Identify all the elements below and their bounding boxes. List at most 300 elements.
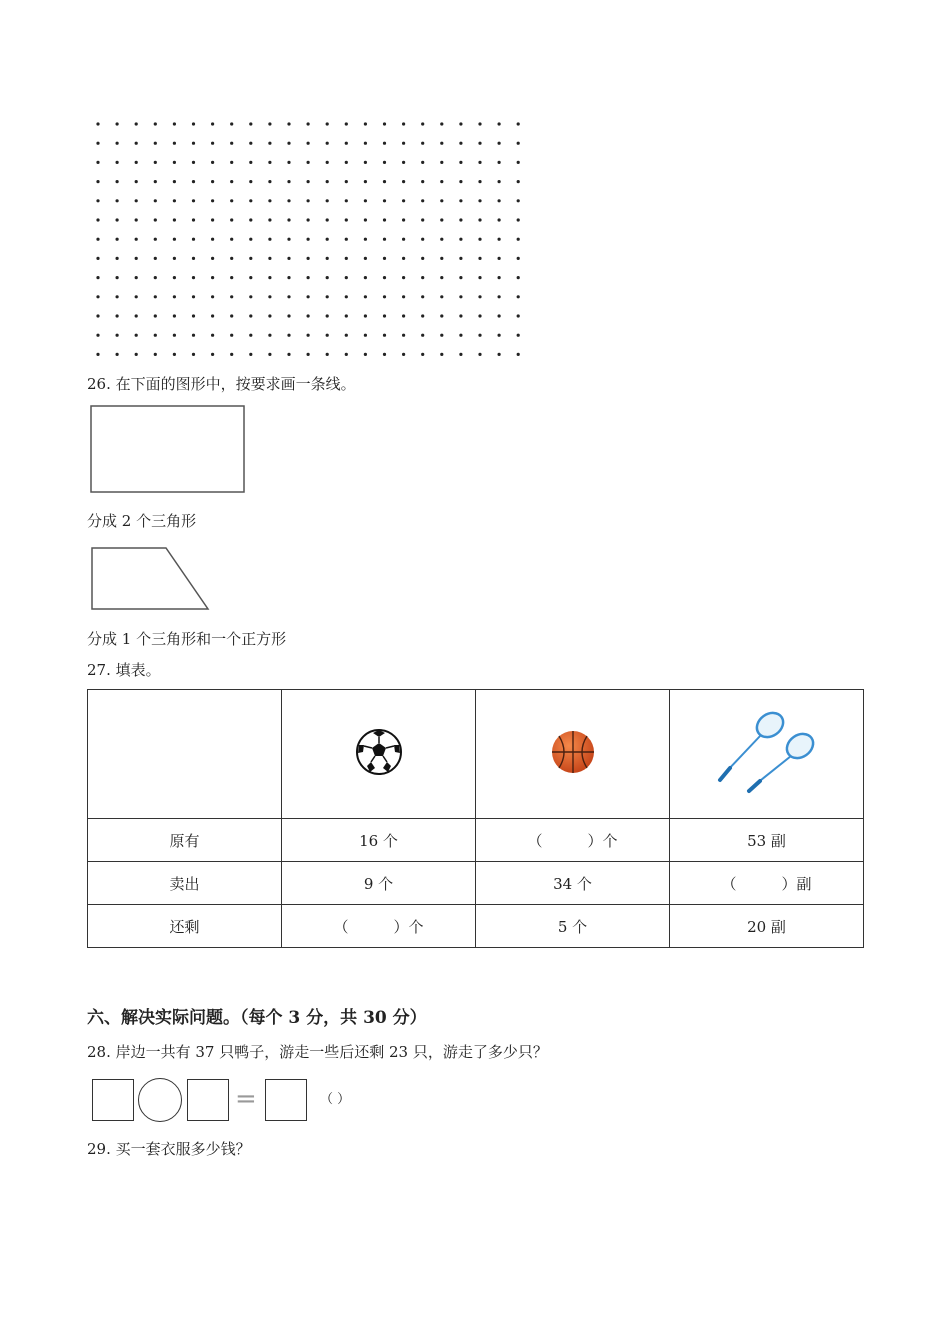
grid-dot bbox=[307, 161, 310, 164]
grid-dot bbox=[154, 161, 157, 164]
grid-dot bbox=[421, 238, 424, 241]
grid-dot bbox=[517, 353, 520, 356]
grid-dot bbox=[287, 161, 290, 164]
grid-dot bbox=[287, 142, 290, 145]
grid-dot bbox=[268, 238, 271, 241]
grid-dot bbox=[249, 276, 252, 279]
grid-dot bbox=[326, 122, 329, 125]
question-29-title: 29. 买一套衣服多少钱？ bbox=[87, 1140, 251, 1158]
grid-dot bbox=[517, 199, 520, 202]
grid-dot bbox=[211, 122, 214, 125]
grid-dot bbox=[154, 122, 157, 125]
grid-dot bbox=[402, 218, 405, 221]
grid-dot bbox=[307, 142, 310, 145]
grid-dot bbox=[307, 276, 310, 279]
grid-dot bbox=[326, 314, 329, 317]
grid-dot bbox=[421, 257, 424, 260]
grid-dot bbox=[364, 180, 367, 183]
grid-dot bbox=[192, 334, 195, 337]
grid-dot bbox=[440, 295, 443, 298]
grid-dot bbox=[307, 314, 310, 317]
grid-dot bbox=[440, 334, 443, 337]
grid-dot bbox=[211, 161, 214, 164]
grid-dot bbox=[440, 257, 443, 260]
grid-dot bbox=[96, 142, 99, 145]
grid-dot bbox=[211, 180, 214, 183]
grid-dot bbox=[211, 199, 214, 202]
grid-dot bbox=[173, 199, 176, 202]
grid-dot bbox=[478, 295, 481, 298]
grid-dot bbox=[135, 276, 138, 279]
grid-dot bbox=[440, 161, 443, 164]
row-label: 还剩 bbox=[88, 905, 282, 948]
grid-dot bbox=[211, 295, 214, 298]
grid-dot bbox=[116, 353, 119, 356]
grid-dot bbox=[440, 314, 443, 317]
grid-dot bbox=[440, 199, 443, 202]
grid-dot bbox=[345, 238, 348, 241]
table-header-row bbox=[88, 690, 864, 819]
grid-dot bbox=[326, 142, 329, 145]
grid-dot bbox=[96, 180, 99, 183]
grid-dot bbox=[517, 142, 520, 145]
grid-dot bbox=[173, 218, 176, 221]
grid-dot bbox=[459, 334, 462, 337]
answer-blank[interactable]: （ ）副 bbox=[670, 862, 864, 905]
grid-dot bbox=[478, 161, 481, 164]
grid-dot bbox=[268, 142, 271, 145]
basketball-cell bbox=[476, 690, 670, 819]
grid-dot bbox=[307, 295, 310, 298]
grid-dot bbox=[402, 353, 405, 356]
grid-dot bbox=[268, 180, 271, 183]
grid-dot bbox=[459, 161, 462, 164]
grid-dot bbox=[421, 353, 424, 356]
table-cell: 16 个 bbox=[282, 819, 476, 862]
grid-dot bbox=[154, 295, 157, 298]
grid-dot bbox=[345, 218, 348, 221]
grid-dot bbox=[383, 257, 386, 260]
grid-dot bbox=[326, 238, 329, 241]
grid-dot bbox=[307, 238, 310, 241]
grid-dot bbox=[135, 295, 138, 298]
grid-dot bbox=[383, 122, 386, 125]
grid-dot bbox=[154, 353, 157, 356]
grid-dot bbox=[96, 295, 99, 298]
grid-dot bbox=[402, 142, 405, 145]
grid-dot bbox=[135, 199, 138, 202]
grid-dot bbox=[116, 295, 119, 298]
grid-dot bbox=[364, 142, 367, 145]
grid-dot bbox=[383, 295, 386, 298]
grid-dot bbox=[230, 334, 233, 337]
grid-dot bbox=[402, 238, 405, 241]
equals-sign: = bbox=[235, 1084, 257, 1114]
grid-dot bbox=[478, 257, 481, 260]
grid-dot bbox=[517, 161, 520, 164]
grid-dot bbox=[517, 276, 520, 279]
caption-triangle-and-square: 分成 1 个三角形和一个正方形 bbox=[87, 630, 287, 648]
grid-dot bbox=[135, 180, 138, 183]
grid-dot bbox=[287, 257, 290, 260]
grid-dot bbox=[268, 334, 271, 337]
table-row bbox=[88, 905, 864, 948]
grid-dot bbox=[249, 257, 252, 260]
grid-dot bbox=[478, 142, 481, 145]
grid-dot bbox=[249, 314, 252, 317]
grid-dot bbox=[478, 314, 481, 317]
grid-dot bbox=[211, 353, 214, 356]
equation-box-2[interactable] bbox=[187, 1079, 229, 1121]
grid-dot bbox=[249, 218, 252, 221]
grid-dot bbox=[192, 199, 195, 202]
grid-dot bbox=[364, 276, 367, 279]
grid-dot bbox=[230, 238, 233, 241]
grid-dot bbox=[230, 161, 233, 164]
grid-dot bbox=[307, 180, 310, 183]
grid-dot bbox=[459, 257, 462, 260]
grid-dot bbox=[517, 238, 520, 241]
grid-dot bbox=[459, 314, 462, 317]
grid-dot bbox=[345, 161, 348, 164]
grid-dot bbox=[154, 334, 157, 337]
grid-dot bbox=[498, 238, 501, 241]
grid-dot bbox=[498, 314, 501, 317]
grid-dot bbox=[154, 238, 157, 241]
grid-dot bbox=[307, 334, 310, 337]
grid-dot bbox=[517, 122, 520, 125]
grid-dot bbox=[116, 180, 119, 183]
grid-dot bbox=[230, 353, 233, 356]
grid-dot bbox=[287, 238, 290, 241]
grid-dot bbox=[230, 276, 233, 279]
grid-dot bbox=[268, 161, 271, 164]
table-cell: 34 个 bbox=[476, 862, 670, 905]
grid-dot bbox=[192, 180, 195, 183]
grid-dot bbox=[364, 314, 367, 317]
grid-dot bbox=[230, 295, 233, 298]
grid-dot bbox=[383, 314, 386, 317]
grid-dot bbox=[268, 257, 271, 260]
grid-dot bbox=[345, 180, 348, 183]
grid-dot bbox=[230, 314, 233, 317]
grid-dot bbox=[192, 257, 195, 260]
grid-dot bbox=[287, 122, 290, 125]
table-row bbox=[88, 819, 864, 862]
equation-box-1[interactable] bbox=[92, 1079, 134, 1121]
grid-dot bbox=[402, 161, 405, 164]
grid-dot bbox=[96, 276, 99, 279]
grid-dot bbox=[498, 257, 501, 260]
grid-dot bbox=[307, 122, 310, 125]
grid-dot bbox=[440, 218, 443, 221]
grid-dot bbox=[230, 180, 233, 183]
grid-dot bbox=[154, 257, 157, 260]
grid-dot bbox=[440, 122, 443, 125]
question-28-title: 28. 岸边一共有 37 只鸭子，游走一些后还剩 23 只，游走了多少只？ bbox=[87, 1043, 548, 1061]
grid-dot bbox=[268, 276, 271, 279]
grid-dot bbox=[173, 353, 176, 356]
grid-dot bbox=[135, 142, 138, 145]
grid-dot bbox=[154, 314, 157, 317]
grid-dot bbox=[364, 334, 367, 337]
grid-dot bbox=[268, 218, 271, 221]
grid-dot bbox=[135, 257, 138, 260]
grid-dot bbox=[459, 199, 462, 202]
grid-dot bbox=[173, 276, 176, 279]
grid-dot bbox=[96, 161, 99, 164]
grid-dot bbox=[517, 257, 520, 260]
question-26-title: 26. 在下面的图形中，按要求画一条线。 bbox=[87, 375, 356, 393]
grid-dot bbox=[249, 295, 252, 298]
grid-dot bbox=[364, 218, 367, 221]
grid-dot bbox=[230, 257, 233, 260]
caption-two-triangles: 分成 2 个三角形 bbox=[87, 512, 197, 530]
grid-dot bbox=[135, 218, 138, 221]
grid-dot bbox=[230, 142, 233, 145]
grid-dot bbox=[421, 161, 424, 164]
grid-dot bbox=[173, 122, 176, 125]
grid-dot bbox=[459, 353, 462, 356]
grid-dot bbox=[287, 353, 290, 356]
grid-dot bbox=[173, 238, 176, 241]
grid-dot bbox=[154, 218, 157, 221]
badminton-rackets-icon bbox=[712, 710, 822, 794]
answer-blank[interactable]: （ ）个 bbox=[476, 819, 670, 862]
grid-dot bbox=[287, 334, 290, 337]
grid-dot bbox=[421, 334, 424, 337]
grid-dot bbox=[478, 353, 481, 356]
grid-dot bbox=[173, 257, 176, 260]
grid-dot bbox=[268, 295, 271, 298]
grid-dot bbox=[326, 199, 329, 202]
table-cell: 5 个 bbox=[476, 905, 670, 948]
grid-dot bbox=[287, 276, 290, 279]
grid-dot bbox=[96, 218, 99, 221]
grid-dot bbox=[116, 334, 119, 337]
grid-dot bbox=[211, 218, 214, 221]
grid-dot bbox=[326, 334, 329, 337]
grid-dot bbox=[249, 334, 252, 337]
grid-dot bbox=[211, 334, 214, 337]
grid-dot bbox=[154, 180, 157, 183]
grid-dot bbox=[383, 218, 386, 221]
grid-dot bbox=[249, 238, 252, 241]
grid-dot bbox=[192, 161, 195, 164]
soccer-ball-icon bbox=[355, 728, 403, 776]
grid-dot bbox=[192, 218, 195, 221]
grid-dot bbox=[287, 218, 290, 221]
grid-dot bbox=[249, 180, 252, 183]
soccer-ball-cell bbox=[282, 690, 476, 819]
grid-dot bbox=[345, 142, 348, 145]
grid-dot bbox=[230, 199, 233, 202]
grid-dot bbox=[211, 314, 214, 317]
row-label: 卖出 bbox=[88, 862, 282, 905]
grid-dot bbox=[173, 161, 176, 164]
grid-dot bbox=[96, 353, 99, 356]
grid-dot bbox=[402, 295, 405, 298]
grid-dot bbox=[440, 180, 443, 183]
grid-dot bbox=[402, 314, 405, 317]
grid-dot bbox=[116, 161, 119, 164]
grid-dot bbox=[192, 142, 195, 145]
grid-dot bbox=[459, 238, 462, 241]
grid-dot bbox=[307, 257, 310, 260]
grid-dot bbox=[268, 314, 271, 317]
grid-dot bbox=[96, 238, 99, 241]
grid-dot bbox=[478, 334, 481, 337]
grid-dot bbox=[345, 276, 348, 279]
grid-dot bbox=[517, 334, 520, 337]
grid-dot bbox=[192, 295, 195, 298]
grid-dot bbox=[211, 238, 214, 241]
grid-dot bbox=[383, 353, 386, 356]
grid-dot bbox=[326, 218, 329, 221]
grid-dot bbox=[421, 314, 424, 317]
grid-dot bbox=[154, 142, 157, 145]
grid-dot bbox=[326, 295, 329, 298]
grid-dot bbox=[498, 122, 501, 125]
grid-dot bbox=[135, 353, 138, 356]
grid-dot bbox=[307, 199, 310, 202]
grid-dot bbox=[402, 180, 405, 183]
equation-box-result[interactable] bbox=[265, 1079, 307, 1121]
grid-dot bbox=[326, 257, 329, 260]
grid-dot bbox=[116, 314, 119, 317]
grid-dot bbox=[459, 276, 462, 279]
grid-dot bbox=[116, 122, 119, 125]
grid-dot bbox=[173, 295, 176, 298]
grid-dot bbox=[287, 295, 290, 298]
table-row bbox=[88, 862, 864, 905]
grid-dot bbox=[345, 353, 348, 356]
grid-dot bbox=[249, 199, 252, 202]
grid-dot bbox=[154, 276, 157, 279]
grid-dot bbox=[421, 180, 424, 183]
grid-dot bbox=[96, 199, 99, 202]
grid-dot bbox=[364, 257, 367, 260]
grid-dot bbox=[211, 257, 214, 260]
grid-dot bbox=[287, 180, 290, 183]
grid-dot bbox=[517, 180, 520, 183]
grid-dot bbox=[135, 238, 138, 241]
grid-dot bbox=[498, 295, 501, 298]
grid-dot bbox=[249, 142, 252, 145]
grid-dot bbox=[402, 257, 405, 260]
grid-dot bbox=[421, 276, 424, 279]
table-cell: 53 副 bbox=[670, 819, 864, 862]
grid-dot bbox=[478, 199, 481, 202]
grid-dot bbox=[517, 314, 520, 317]
grid-dot bbox=[135, 314, 138, 317]
basketball-icon bbox=[550, 729, 596, 775]
grid-dot bbox=[459, 180, 462, 183]
grid-dot bbox=[192, 314, 195, 317]
grid-dot bbox=[498, 276, 501, 279]
grid-dot bbox=[498, 218, 501, 221]
unit-blank[interactable]: （ ） bbox=[320, 1092, 351, 1107]
grid-dot bbox=[192, 122, 195, 125]
grid-dot bbox=[440, 238, 443, 241]
grid-dot bbox=[402, 276, 405, 279]
grid-dot bbox=[478, 276, 481, 279]
grid-dot bbox=[383, 199, 386, 202]
grid-dot bbox=[364, 238, 367, 241]
operator-circle[interactable] bbox=[138, 1078, 182, 1122]
grid-dot bbox=[326, 276, 329, 279]
section-6-heading: 六、解决实际问题。（每个 3 分，共 30 分） bbox=[87, 1008, 427, 1028]
grid-dot bbox=[345, 334, 348, 337]
row-label: 原有 bbox=[88, 819, 282, 862]
answer-blank[interactable]: （ ）个 bbox=[282, 905, 476, 948]
grid-dot bbox=[383, 276, 386, 279]
grid-dot bbox=[192, 238, 195, 241]
grid-dot bbox=[421, 122, 424, 125]
badminton-cell bbox=[670, 690, 864, 819]
grid-dot bbox=[345, 314, 348, 317]
grid-dot bbox=[326, 161, 329, 164]
grid-dot bbox=[249, 122, 252, 125]
grid-dot bbox=[96, 257, 99, 260]
grid-dot bbox=[402, 334, 405, 337]
grid-dot bbox=[421, 199, 424, 202]
grid-dot bbox=[268, 199, 271, 202]
grid-dot bbox=[498, 334, 501, 337]
grid-dot bbox=[421, 142, 424, 145]
grid-dot bbox=[116, 238, 119, 241]
grid-dot bbox=[421, 218, 424, 221]
grid-dot bbox=[116, 142, 119, 145]
grid-dot bbox=[230, 218, 233, 221]
grid-dot bbox=[383, 142, 386, 145]
grid-dot bbox=[345, 122, 348, 125]
grid-dot bbox=[116, 276, 119, 279]
grid-dot bbox=[498, 142, 501, 145]
grid-dot bbox=[498, 353, 501, 356]
fill-table bbox=[87, 689, 864, 948]
grid-dot bbox=[154, 199, 157, 202]
grid-dot bbox=[268, 122, 271, 125]
grid-dot bbox=[421, 295, 424, 298]
grid-dot bbox=[364, 199, 367, 202]
grid-dot bbox=[459, 295, 462, 298]
grid-dot bbox=[211, 276, 214, 279]
grid-dot bbox=[287, 314, 290, 317]
grid-dot bbox=[402, 199, 405, 202]
grid-dot bbox=[287, 199, 290, 202]
trapezoid-figure bbox=[90, 546, 212, 612]
grid-dot bbox=[440, 353, 443, 356]
grid-dot bbox=[268, 353, 271, 356]
grid-dot bbox=[440, 142, 443, 145]
grid-dot bbox=[249, 353, 252, 356]
grid-dot bbox=[230, 122, 233, 125]
grid-dot bbox=[478, 238, 481, 241]
grid-dot bbox=[498, 199, 501, 202]
dot-grid bbox=[90, 114, 535, 366]
grid-dot bbox=[364, 295, 367, 298]
grid-dot bbox=[96, 122, 99, 125]
grid-dot bbox=[383, 238, 386, 241]
grid-dot bbox=[307, 218, 310, 221]
grid-dot bbox=[135, 334, 138, 337]
grid-dot bbox=[345, 199, 348, 202]
grid-dot bbox=[192, 276, 195, 279]
grid-dot bbox=[517, 295, 520, 298]
grid-dot bbox=[173, 142, 176, 145]
grid-dot bbox=[326, 180, 329, 183]
